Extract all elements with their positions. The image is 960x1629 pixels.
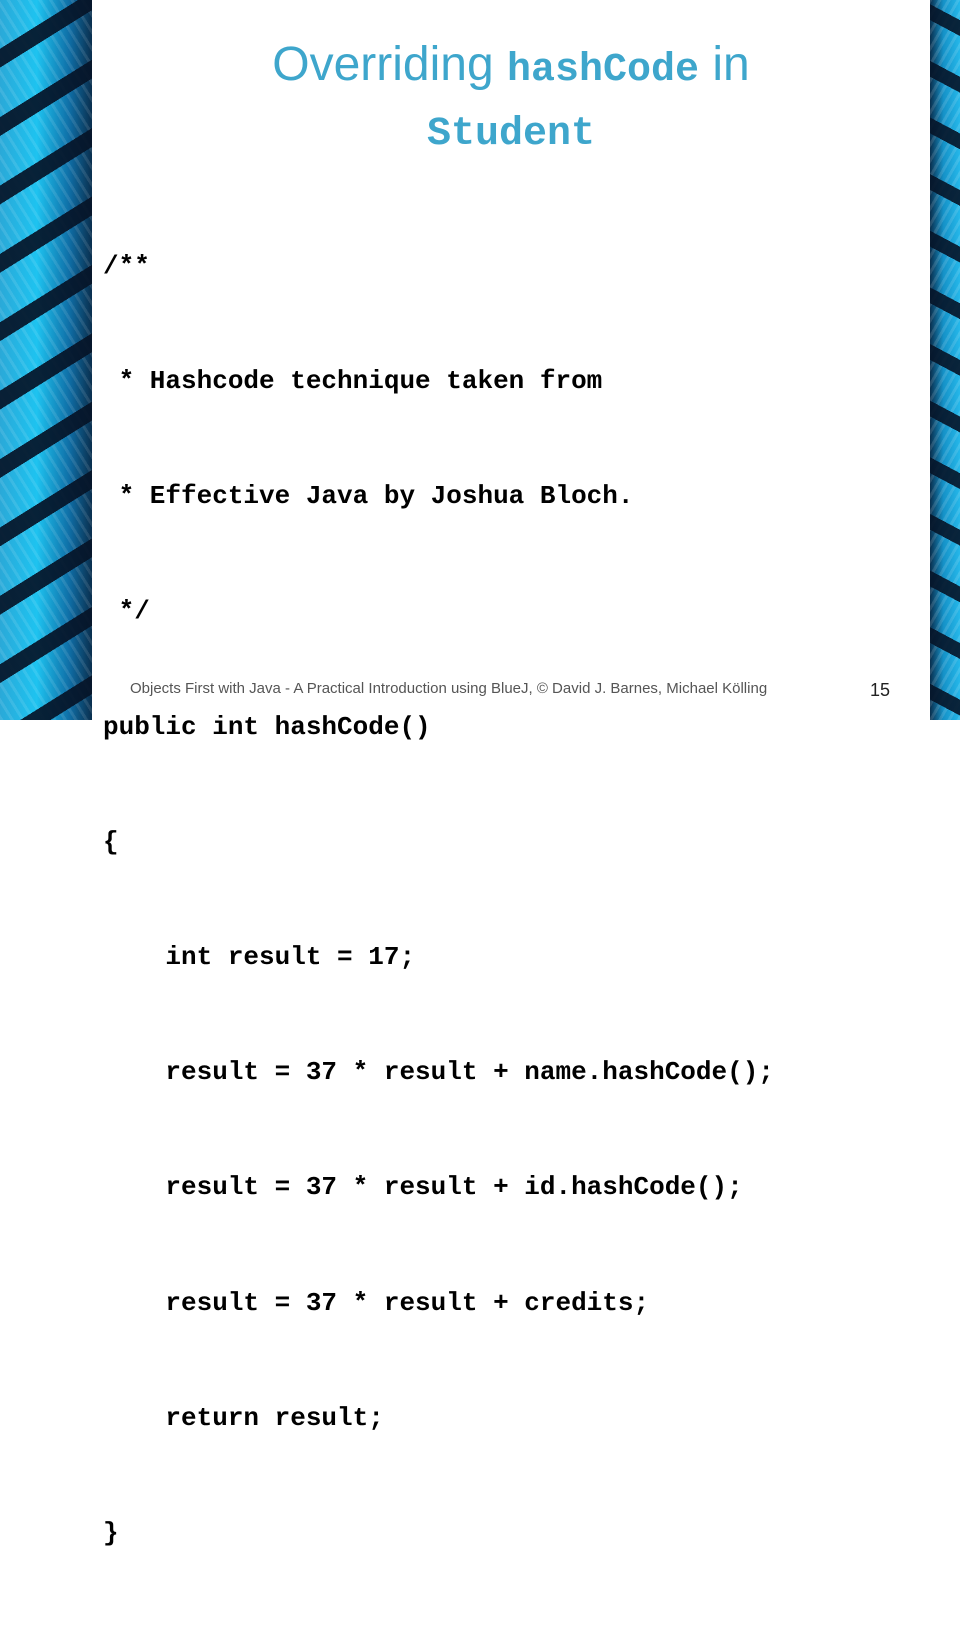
code-block <box>103 170 930 1629</box>
title-text-2: in <box>699 38 750 91</box>
code-line: result = 37 * result + credits; <box>103 1287 650 1318</box>
code-line: int result = 17; <box>103 942 416 973</box>
code-line: result = 37 * result + name.hashCode(); <box>103 1057 774 1088</box>
slide <box>92 0 930 1549</box>
code-line: * Effective Java by Joshua Bloch. <box>103 481 634 512</box>
code-line: return result; <box>103 1402 384 1433</box>
feather-decoration-left <box>0 0 92 720</box>
code-line: /** <box>103 250 150 281</box>
code-line: * Hashcode technique taken from <box>103 366 603 397</box>
code-line: result = 37 * result + id.hashCode(); <box>103 1172 743 1203</box>
title-code-student: Student <box>426 112 596 157</box>
code-line: public int hashCode() <box>103 711 431 742</box>
slide-title <box>92 34 930 166</box>
code-line: } <box>103 1518 119 1549</box>
code-line: { <box>103 826 119 857</box>
slide-footer: Objects First with Java - A Practical Introduction using BlueJ, © David J. Barnes, Michael Kölling <box>130 680 768 697</box>
title-text-1: Overriding <box>272 38 507 91</box>
feather-decoration-right <box>930 0 960 720</box>
code-line: */ <box>103 596 150 627</box>
title-code-hashcode: hashCode <box>507 48 700 93</box>
page-number: 15 <box>869 680 890 700</box>
